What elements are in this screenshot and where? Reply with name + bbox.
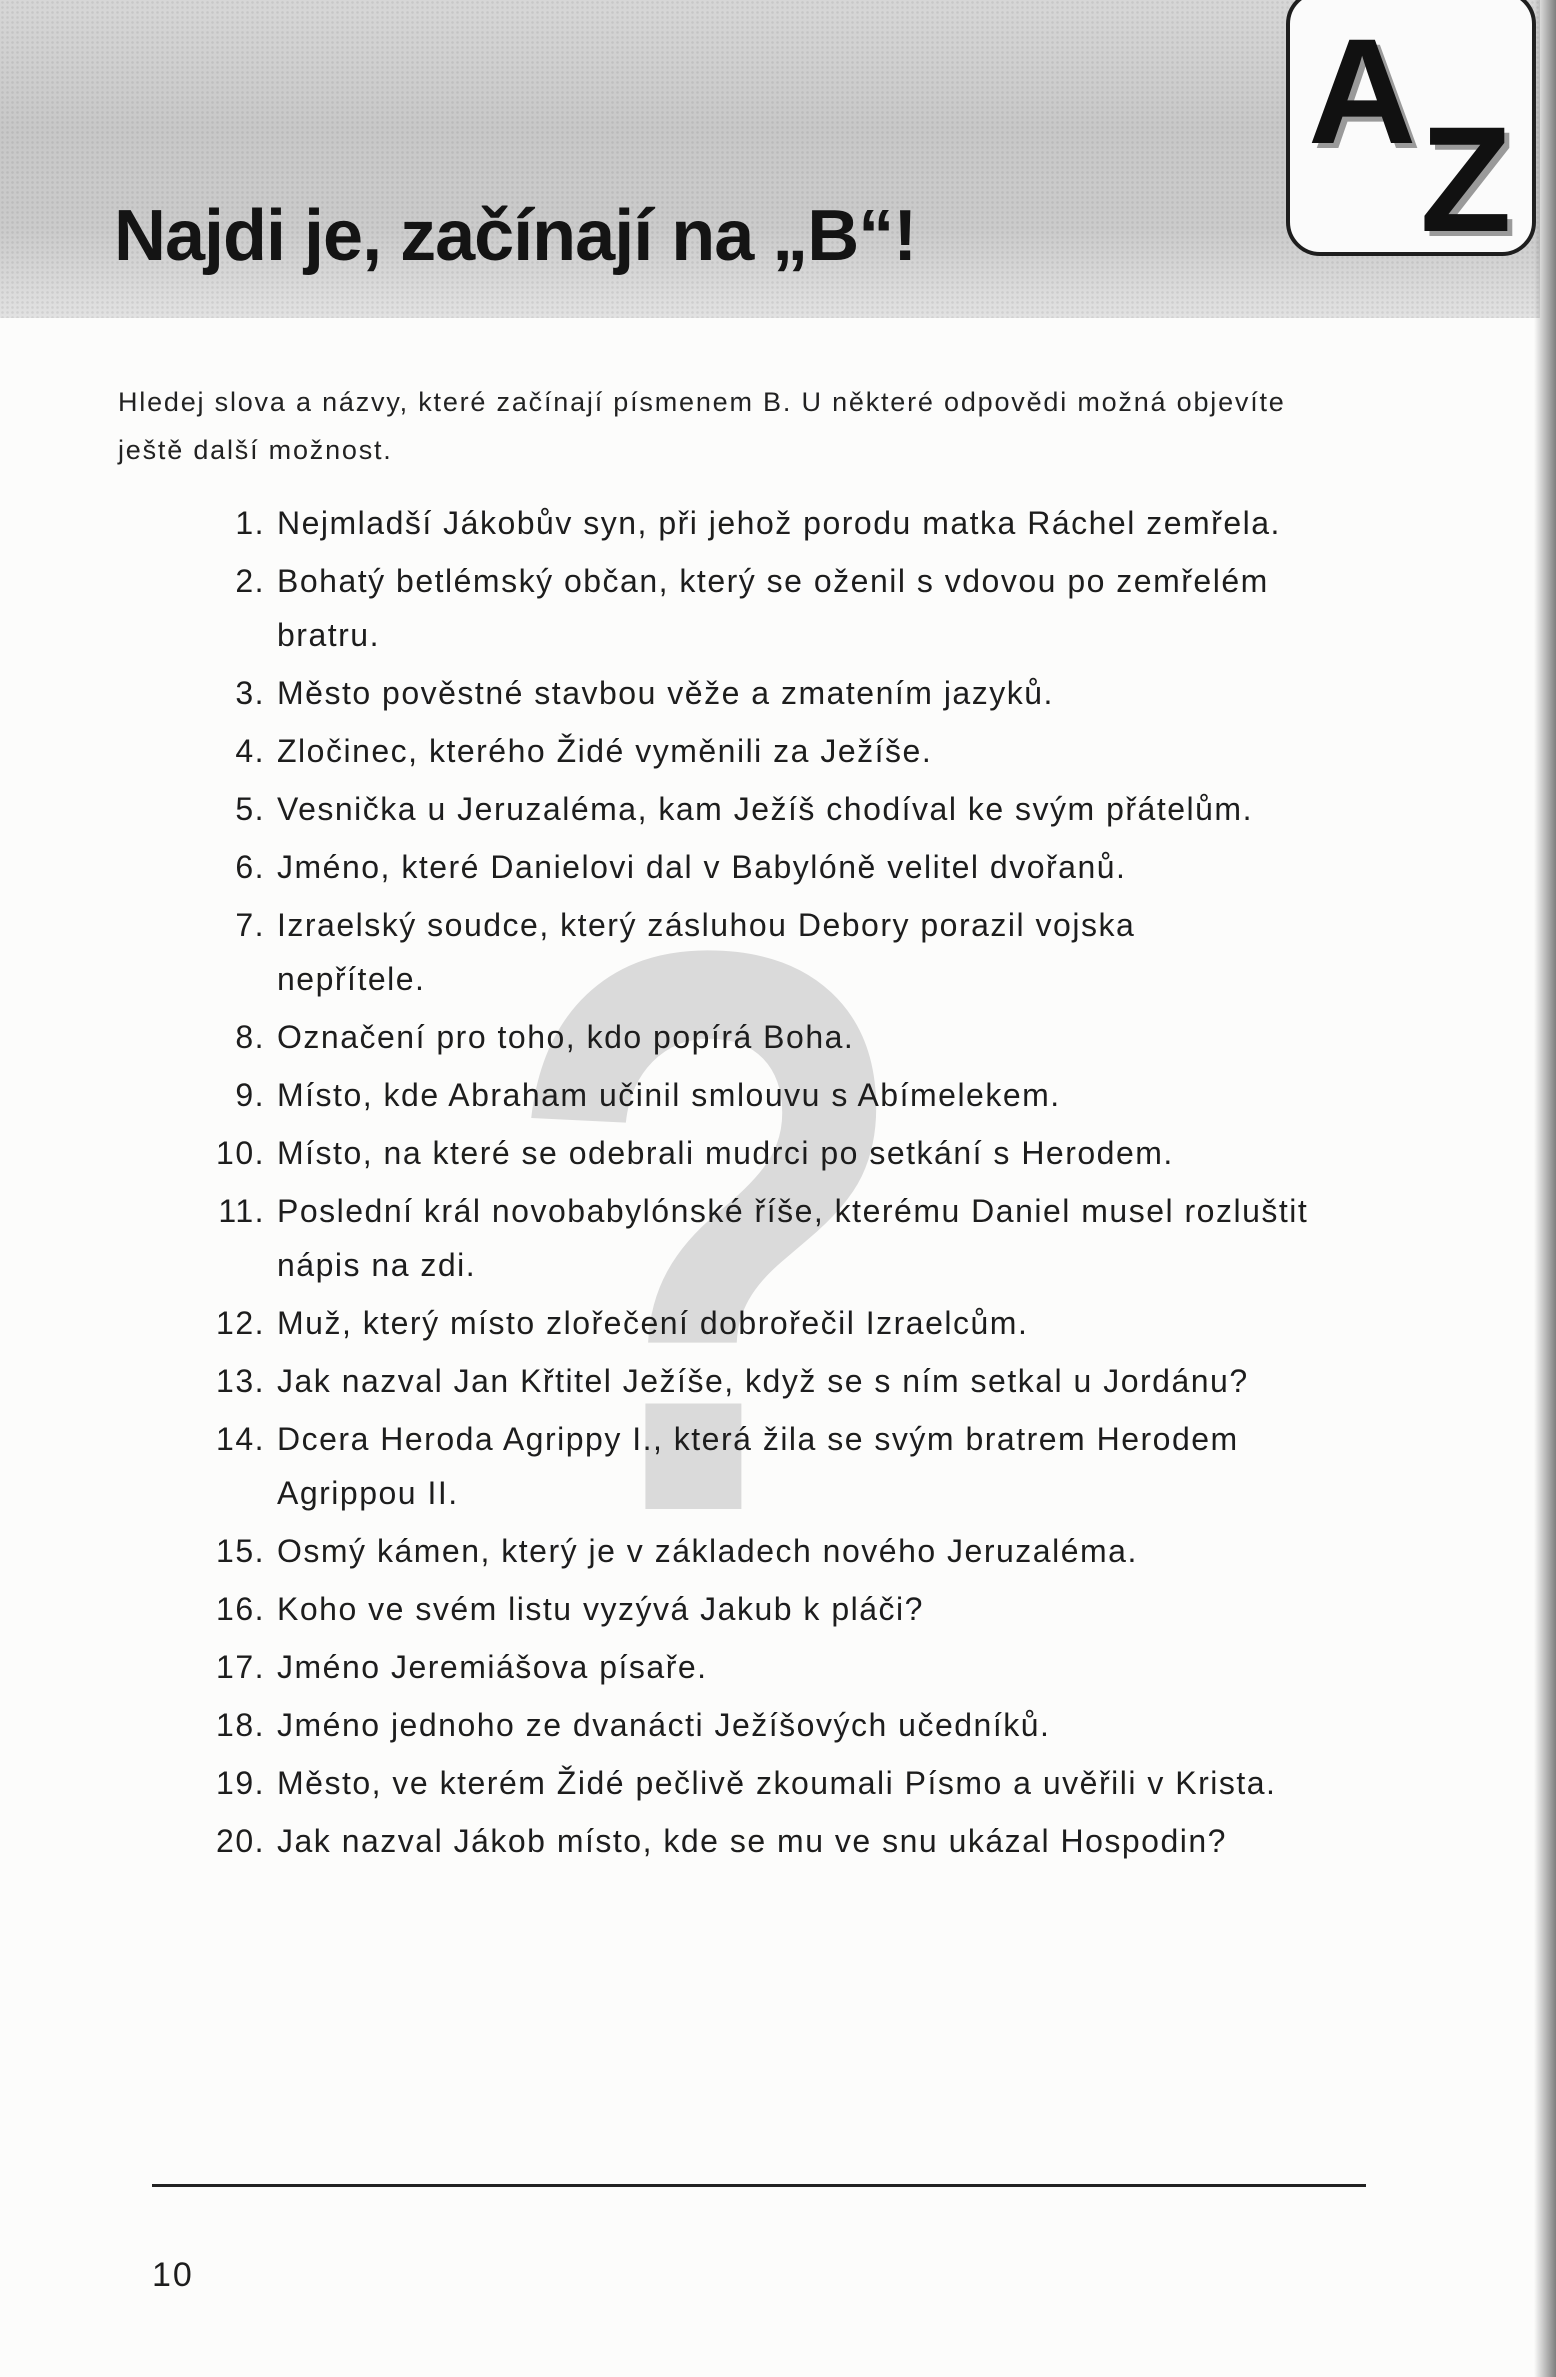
question-item — [145, 898, 1308, 1006]
question-text: Město, ve kterém Židé pečlivě zkoumali Písmo a uvěřili v Krista. — [277, 1765, 1277, 1801]
question-text: Označení pro toho, kdo popírá Boha. — [277, 1019, 855, 1055]
question-number: 5. — [235, 791, 265, 827]
question-item — [145, 840, 1308, 894]
question-text: Jak nazval Jákob místo, kde se mu ve snu ukázal Hospodin? — [277, 1823, 1227, 1859]
question-text: Zločinec, kterého Židé vyměnili za Ježíše. — [277, 733, 933, 769]
question-number: 3. — [235, 675, 265, 711]
question-text: Místo, na které se odebrali mudrci po setkání s Herodem. — [277, 1135, 1174, 1171]
question-text: Místo, kde Abraham učinil smlouvu s Abímelekem. — [277, 1077, 1061, 1113]
question-text: Jméno, které Danielovi dal v Babylóně velitel dvořanů. — [277, 849, 1127, 885]
question-item — [145, 782, 1308, 836]
question-number: 11. — [218, 1193, 265, 1229]
question-item — [145, 1640, 1308, 1694]
question-number: 7. — [235, 907, 265, 943]
question-text: Bohatý betlémský občan, který se oženil s vdovou po zemřelém bratru. — [277, 563, 1269, 653]
question-number: 13. — [216, 1363, 265, 1399]
question-text: Izraelský soudce, který zásluhou Debory porazil vojska nepřítele. — [277, 907, 1136, 997]
question-number: 20. — [216, 1823, 265, 1859]
question-number: 16. — [216, 1591, 265, 1627]
question-item — [145, 554, 1308, 662]
question-number: 4. — [235, 733, 265, 769]
question-text: Nejmladší Jákobův syn, při jehož porodu matka Ráchel zemřela. — [277, 505, 1281, 541]
question-item — [145, 1582, 1308, 1636]
question-text: Dcera Heroda Agrippy I., která žila se svým bratrem Herodem Agrippou II. — [277, 1421, 1239, 1511]
question-text: Muž, který místo zlořečení dobrořečil Izraelcům. — [277, 1305, 1029, 1341]
question-item — [145, 724, 1308, 778]
question-item — [145, 1068, 1308, 1122]
question-text: Jméno jednoho ze dvanácti Ježíšových učedníků. — [277, 1707, 1051, 1743]
question-item — [145, 1814, 1308, 1868]
question-number: 9. — [235, 1077, 265, 1113]
question-number: 8. — [235, 1019, 265, 1055]
question-list — [145, 496, 1308, 1872]
footer-divider — [152, 2184, 1366, 2187]
question-item — [145, 1296, 1308, 1350]
question-number: 6. — [235, 849, 265, 885]
question-item — [145, 666, 1308, 720]
question-item — [145, 1412, 1308, 1520]
question-number: 1. — [235, 505, 265, 541]
question-number: 15. — [216, 1533, 265, 1569]
page-number: 10 — [152, 2256, 194, 2294]
question-item — [145, 1184, 1308, 1292]
question-text: Koho ve svém listu vyzývá Jakub k pláči? — [277, 1591, 924, 1627]
question-number: 19. — [216, 1765, 265, 1801]
badge-letter-a: A — [1308, 7, 1417, 175]
page-edge-shadow — [1534, 0, 1556, 2377]
question-item — [145, 1756, 1308, 1810]
question-item — [145, 496, 1308, 550]
question-number: 2. — [235, 563, 265, 599]
question-text: Poslední král novobabylónské říše, kterému Daniel musel rozluštit nápis na zdi. — [277, 1193, 1309, 1283]
question-text: Město pověstné stavbou věže a zmatením jazyků. — [277, 675, 1054, 711]
question-item — [145, 1126, 1308, 1180]
question-item — [145, 1698, 1308, 1752]
question-text: Jméno Jeremiášova písaře. — [277, 1649, 708, 1685]
question-item — [145, 1524, 1308, 1578]
badge-letter-z: Z — [1420, 95, 1512, 256]
question-number: 18. — [216, 1707, 265, 1743]
question-number: 14. — [216, 1421, 265, 1457]
instructions-text: Hledej slova a názvy, které začínají písmenem B. U některé odpovědi možná objevíte ještě další možnost. — [118, 387, 1286, 465]
question-text: Jak nazval Jan Křtitel Ježíše, když se s ním setkal u Jordánu? — [277, 1363, 1249, 1399]
question-text: Osmý kámen, který je v základech nového Jeruzaléma. — [277, 1533, 1138, 1569]
question-number: 17. — [216, 1649, 265, 1685]
page-title: Najdi je, začínají na „B“! — [114, 196, 917, 276]
az-badge — [1286, 0, 1536, 256]
question-item — [145, 1354, 1308, 1408]
question-text: Vesnička u Jeruzaléma, kam Ježíš chodíval ke svým přátelům. — [277, 791, 1253, 827]
question-item — [145, 1010, 1308, 1064]
question-number: 10. — [216, 1135, 265, 1171]
question-number: 12. — [216, 1305, 265, 1341]
